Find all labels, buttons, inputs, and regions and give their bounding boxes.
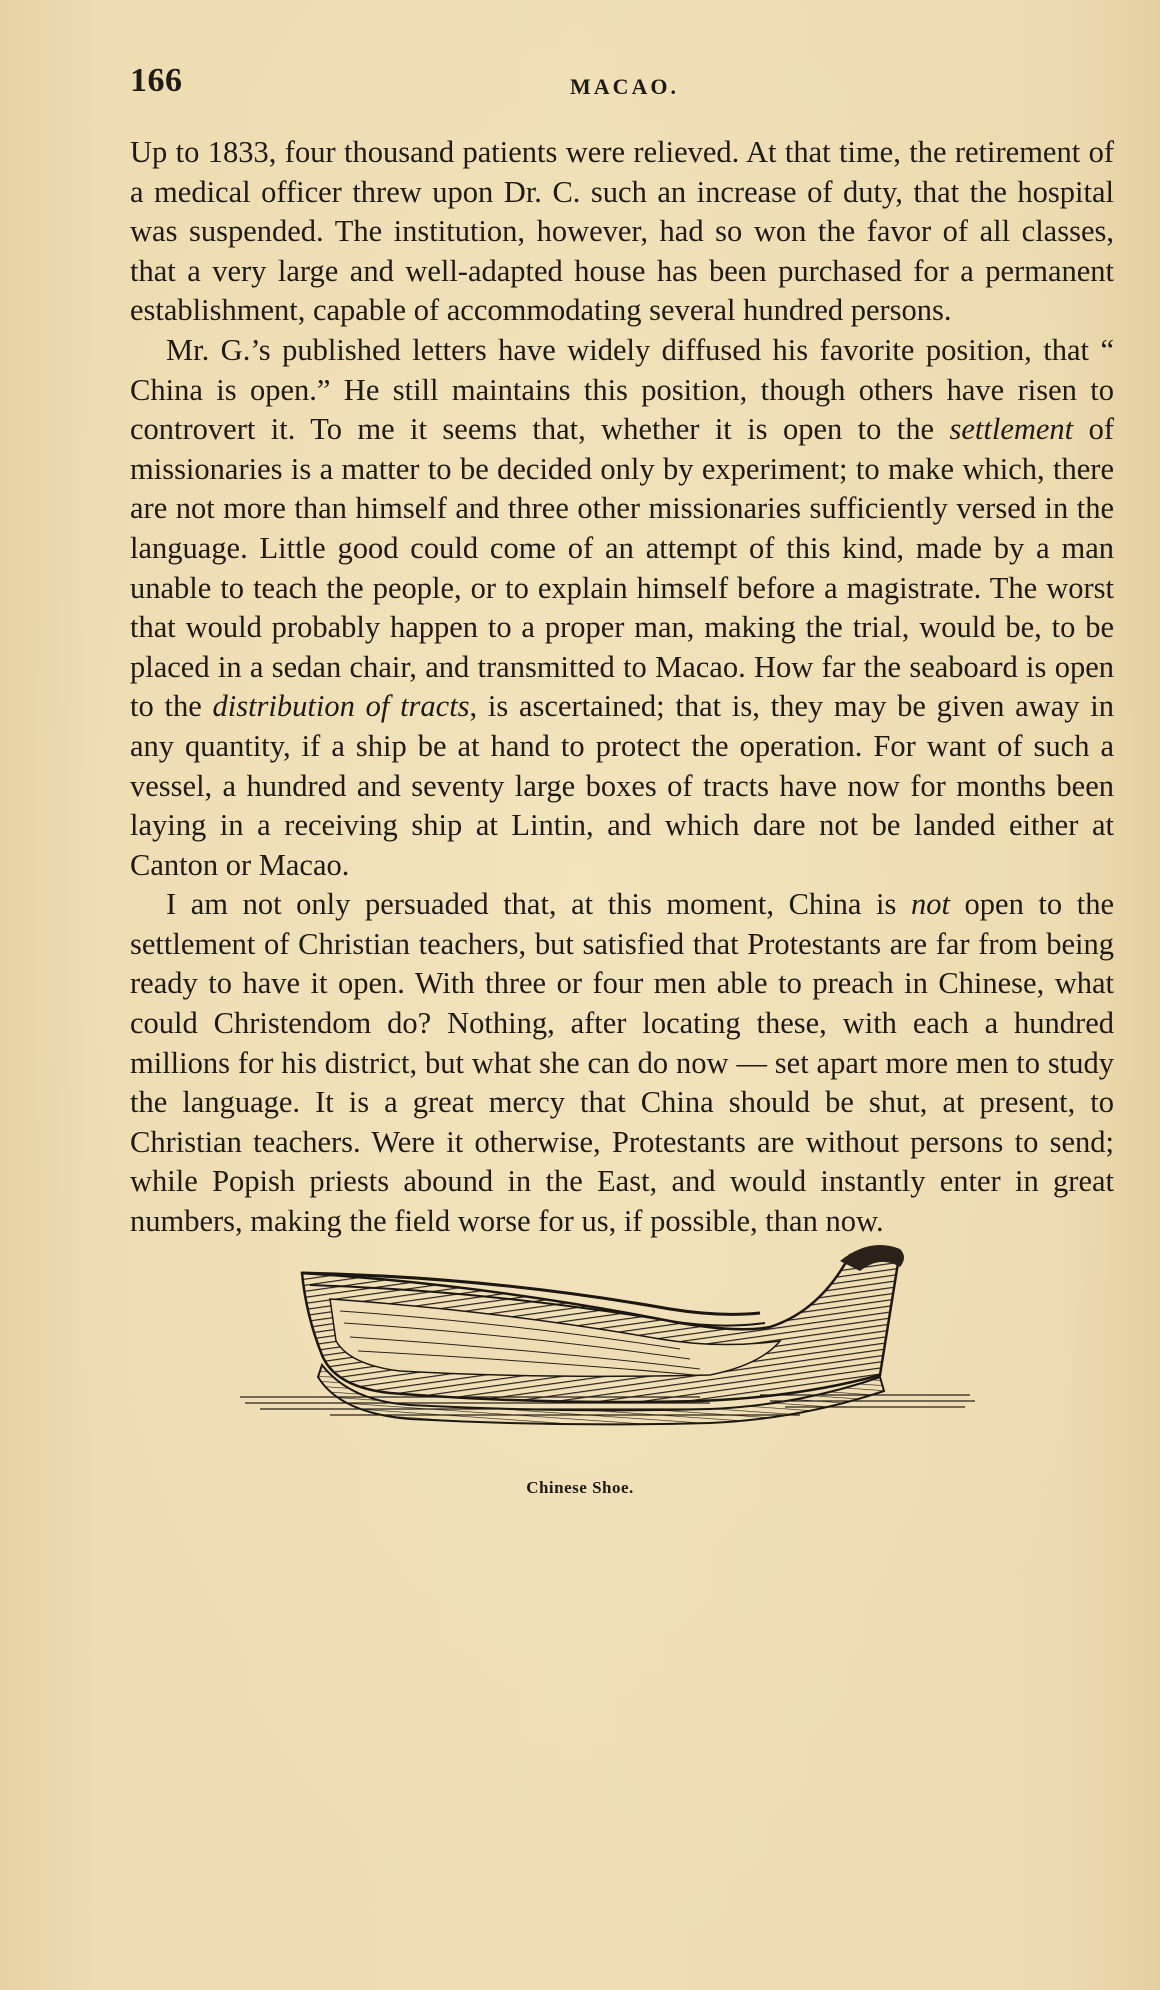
body-text bbox=[130, 133, 1114, 1242]
chinese-shoe-illustration bbox=[240, 1215, 980, 1475]
paragraph-text: of missionaries is a matter to be decided only by experiment; to make which, there are not more than himself and three other missionaries sufficiently versed in the language. Little good could come of an attempt of this kind, made by a man unable to teach the people, or to explain himself before a magistrate. The worst that would probably happen to a proper man, making the trial, would be, to be placed in a sedan chair, and transmitted to Macao. How far the seaboard is open to the bbox=[130, 412, 1114, 724]
figure-caption: Chinese Shoe. bbox=[526, 1478, 634, 1497]
chinese-shoe-engraving bbox=[240, 1215, 980, 1475]
emphasis-settlement: settlement bbox=[949, 412, 1074, 447]
page-number: 166 bbox=[130, 62, 183, 99]
paragraph-not-open bbox=[130, 885, 1114, 1241]
emphasis-not: not bbox=[910, 887, 950, 922]
paragraph-text: open to the settlement of Christian teachers, but satisfied that Protestants are far from being ready to have it open. With three or four men able to preach in Chinese, what could Christendom do? Nothing, after locating these, with each a hundred millions for his district, but what she can do now — set apart more men to study the language. It is a great mercy that China should be shut, at present, to Christian teachers. Were it otherwise, Protestants are without persons to send; while Popish priests abound in the East, and would instantly enter in great numbers, making the field worse for us, if possible, than now. bbox=[130, 887, 1114, 1239]
paragraph-hospital bbox=[130, 133, 1114, 331]
paragraph-text: I am not only persuaded that, at this moment, China is bbox=[166, 887, 911, 922]
page-header bbox=[130, 62, 1030, 106]
paragraph-text: Mr. G.’s published letters have widely diffused his favorite position, that “ China is open.” He still maintains this position, though others have risen to controvert it. To me it seems that, whether it is open to the bbox=[130, 332, 1114, 447]
paragraph-text: Up to 1833, four thousand patients were relieved. At that time, the retirement of a medical officer threw upon Dr. C. such an increase of duty, that the hospital was suspended. The institution, however, had so won the favor of all classes, that a very large and well-adapted house has been purchased for a permanent establishment, capable of accommodating several hundred persons. bbox=[130, 135, 1114, 328]
emphasis-distribution: distribution of tracts bbox=[212, 689, 470, 724]
running-head: MACAO. bbox=[570, 74, 680, 99]
paragraph-china-open bbox=[130, 331, 1114, 885]
paragraph-text: , is ascertained; that is, they may be given away in any quantity, if a ship be at hand to protect the operation. For want of such a vessel, a hundred and seventy large boxes of tracts have now for months been laying in a receiving ship at Lintin, and which dare not be landed either at Canton or Macao. bbox=[130, 689, 1114, 882]
